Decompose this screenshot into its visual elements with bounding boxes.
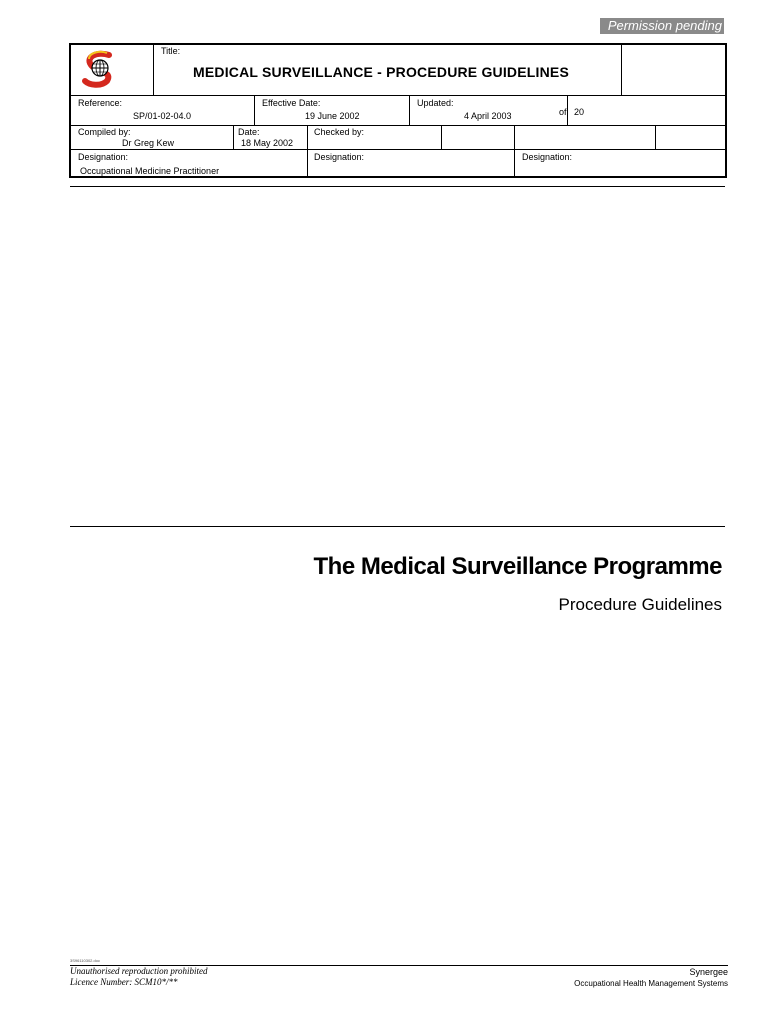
updated-value: 4 April 2003 (464, 111, 512, 121)
company-logo (79, 49, 119, 89)
date-label: Date: (238, 127, 260, 137)
sub-heading: Procedure Guidelines (558, 595, 722, 614)
page-count: 20 (574, 107, 585, 117)
designation-label-2: Designation: (314, 152, 365, 162)
checked-by-label: Checked by: (314, 127, 365, 137)
header-separator (70, 186, 725, 187)
footer-company: Synergee (689, 967, 728, 977)
footer-notice: Unauthorised reproduction prohibited (70, 966, 208, 976)
reference-value: SP/01-02-04.0 (133, 111, 192, 121)
section-separator (70, 526, 725, 527)
document-title: MEDICAL SURVEILLANCE - PROCEDURE GUIDELINES (193, 64, 570, 80)
file-reference: 3S96110302.doc (70, 958, 100, 963)
document-header-table (69, 43, 727, 178)
compiled-by-value: Dr Greg Kew (122, 138, 175, 148)
effective-date-value: 19 June 2002 (305, 111, 360, 121)
effective-date-label: Effective Date: (262, 98, 321, 108)
permission-badge: Permission pending (600, 18, 724, 34)
footer-tagline: Occupational Health Management Systems (574, 979, 728, 988)
footer-licence: Licence Number: SCM10*/** (70, 977, 178, 987)
compiled-by-label: Compiled by: (78, 127, 131, 137)
logo-icon (79, 49, 119, 89)
date-value: 18 May 2002 (241, 138, 294, 148)
reference-label: Reference: (78, 98, 123, 108)
title-label: Title: (161, 46, 181, 56)
updated-label: Updated: (417, 98, 454, 108)
of-label: of (559, 107, 567, 117)
designation-label: Designation: (78, 152, 129, 162)
designation-label-3: Designation: (522, 152, 573, 162)
main-heading: The Medical Surveillance Programme (313, 553, 722, 580)
designation-value: Occupational Medicine Practitioner (80, 166, 220, 176)
